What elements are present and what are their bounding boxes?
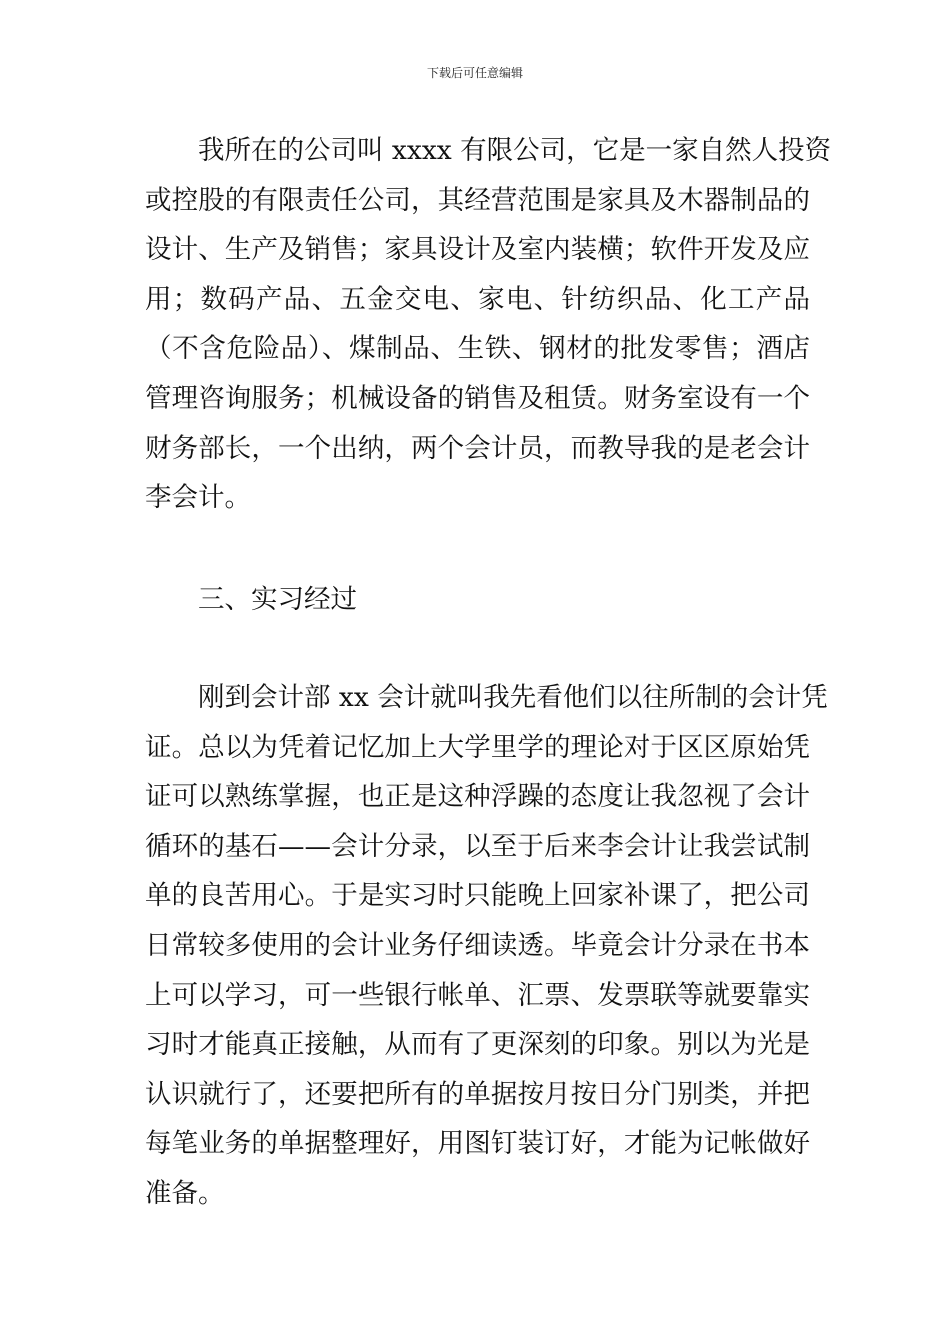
text-line: 管理咨询服务；机械设备的销售及租赁。财务室设有一个: [145, 382, 810, 414]
text-line: 我所在的公司叫 xxxx 有限公司，它是一家自然人投资: [198, 135, 832, 166]
text-line: 每笔业务的单据整理好，用图钉装订好，才能为记帐做好: [145, 1128, 810, 1160]
text-line: 循环的基石——会计分录，以至于后来李会计让我尝试制: [145, 830, 810, 862]
text-line: 认识就行了，还要把所有的单据按月按日分门别类，并把: [145, 1078, 810, 1110]
text-line: 日常较多使用的会计业务仔细读透。毕竟会计分录在书本: [145, 929, 810, 961]
text-line: 用；数码产品、五金交电、家电、针纺织品、化工产品: [145, 283, 810, 315]
text-line: 设计、生产及销售；家具设计及室内装横；软件开发及应: [145, 234, 810, 266]
paragraph-internship-process: [145, 673, 828, 1219]
text-line: （不含危险品）、煤制品、生铁、钢材的批发零售；酒店: [145, 333, 810, 365]
text-line: 上可以学习，可一些银行帐单、汇票、发票联等就要靠实: [145, 979, 810, 1011]
section-heading: [145, 575, 810, 625]
page-header-note: 下载后可任意编辑: [426, 66, 523, 80]
section-heading-text: 三、实习经过: [198, 584, 357, 615]
text-line: 准备。: [145, 1177, 225, 1209]
text-line: 证。总以为凭着记忆加上大学里学的理论对于区区原始凭: [145, 731, 810, 763]
text-line: 单的良苦用心。于是实习时只能晚上回家补课了，把公司: [145, 880, 810, 912]
paragraph-company-intro: [145, 126, 832, 523]
text-line: 证可以熟练掌握，也正是这种浮躁的态度让我忽视了会计: [145, 781, 810, 813]
text-line: 习时才能真正接触，从而有了更深刻的印象。别以为光是: [145, 1029, 810, 1061]
text-line: 或控股的有限责任公司，其经营范围是家具及木器制品的: [145, 184, 810, 216]
text-line: 李会计。: [145, 482, 251, 514]
text-line: 刚到会计部 xx 会计就叫我先看他们以往所制的会计凭: [198, 682, 828, 713]
text-line: 财务部长，一个出纳，两个会计员，而教导我的是老会计: [145, 432, 810, 464]
